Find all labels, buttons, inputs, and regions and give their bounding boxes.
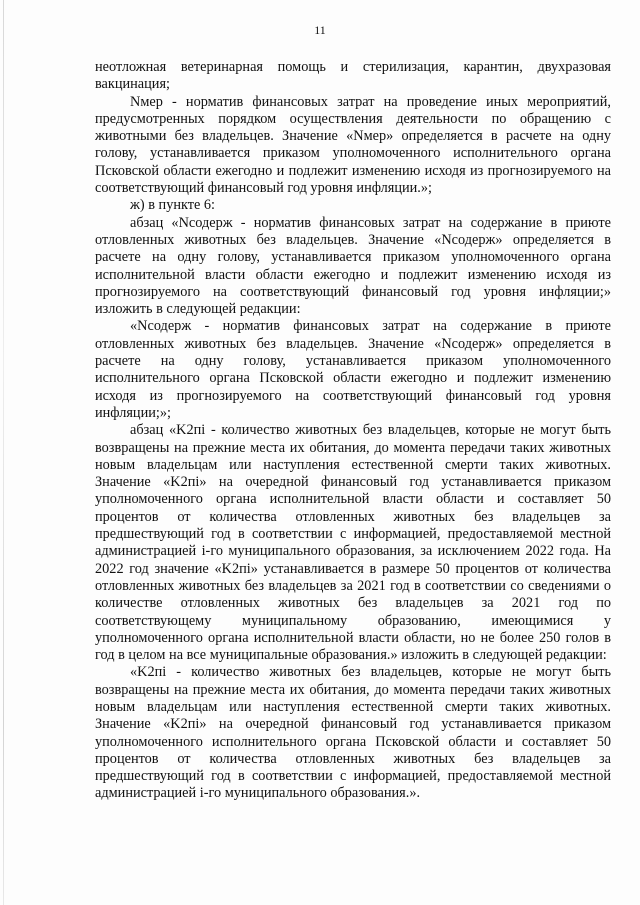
scan-edge-shadow	[3, 0, 4, 905]
paragraph-k2pi-new: «K2пi - количество животных без владельцев, которые не могут быть возвращены на прежние места их обитания, до момента передачи таких животных новым владельцам или наступления естественной смерти таких животных. Значение «K2пi» на очередной финансовый год устанавливается приказом уполномоченного исполнительного органа Псковской области и составляет 50 процентов от количества отловленных животных без владельцев за предшествующий год в соответствии с информацией, предоставляемой местной администрацией i-го муниципального образования.».	[95, 664, 611, 802]
paragraph-nmer-definition: Nмер - норматив финансовых затрат на проведение иных мероприятий, предусмотренных порядком осуществления деятельности по обращению с животными без владельцев. Значение «Nмер» определяется в расчете на одну голову, устанавливается приказом уполномоченного исполнительного органа Псковской области ежегодно и подлежит изменению исходя из прогнозируемого на соответствующий финансовый год уровня инфляции.»;	[95, 93, 611, 197]
paragraph-nsoderzh-old: абзац «Nсодерж - норматив финансовых затрат на содержание в приюте отловленных животных без владельцев. Значение «Nсодерж» определяется в расчете на одну голову, устанавливается приказом уполномоченного органа исполнительной власти области ежегодно и подлежит изменению исходя из прогнозируемого на соответствующий финансовый год уровня инфляции;» изложить в следующей редакции:	[95, 214, 611, 318]
paragraph-nsoderzh-new: «Nсодерж - норматив финансовых затрат на содержание в приюте отловленных животных без владельцев. Значение «Nсодерж» определяется в расчете на одну голову, устанавливается приказом уполномоченного исполнительного органа Псковской области ежегодно и подлежит изменению исходя из прогнозируемого на соответствующий финансовый год уровня инфляции;»;	[95, 318, 611, 421]
paragraph-clause-zh: ж) в пункте 6:	[130, 197, 216, 214]
document-body	[95, 59, 611, 803]
paragraph-continuation: неотложная ветеринарная помощь и стерилизация, карантин, двухразовая вакцинация;	[95, 59, 611, 93]
page-number: 11	[314, 23, 326, 37]
paragraph-k2pi-old: абзац «K2пi - количество животных без владельцев, которые не могут быть возвращены на прежние места их обитания, до момента передачи таких животных новым владельцам или наступления естественной смерти таких животных. Значение «K2пi» на очередной финансовый год устанавливается приказом уполномоченного органа исполнительной власти области и составляет 50 процентов от количества отловленных животных без владельцев за предшествующий год в соответствии с информацией, предоставляемой местной администрацией i-го муниципального образования, за исключением 2022 года. На 2022 год значение «K2пi» устанавливается в размере 50 процентов от количества отловленных животных без владельцев за 2021 год в соответствии со сведениями о количестве отловленных животных без владельцев за 2021 год по соответствующему муниципальному образованию, имеющимися у уполномоченного органа исполнительной власти области, но не более 250 голов в год в целом на все муниципальные образования.» изложить в следующей редакции:	[95, 422, 611, 664]
